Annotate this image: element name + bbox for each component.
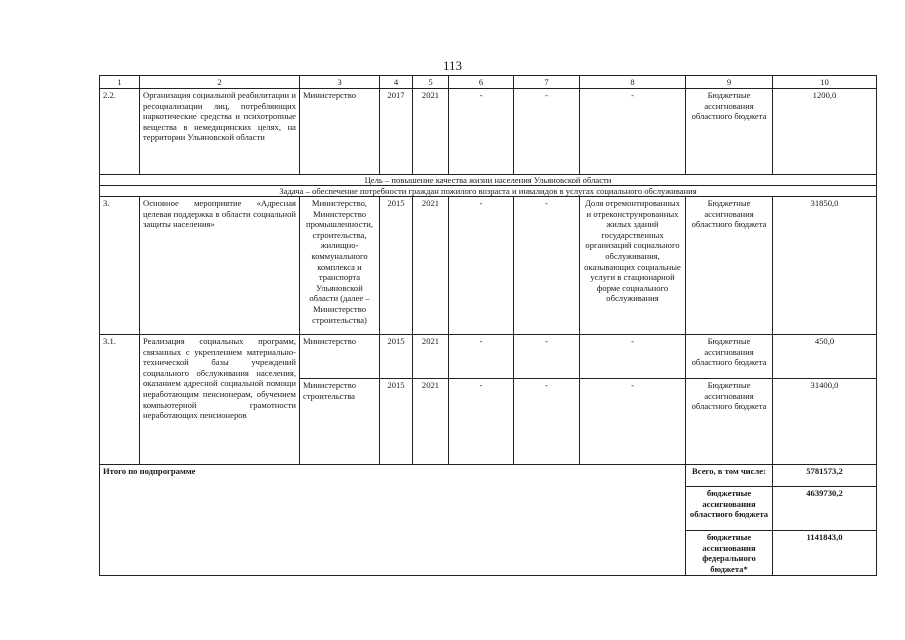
start-year: 2017 [380,89,413,175]
total-amount: 4639730,2 [773,487,877,531]
executor: Министерство [300,335,380,379]
total-row-all [100,465,877,487]
end-year: 2021 [413,379,449,465]
col-num-3: 3 [300,76,380,89]
total-source: бюджетные ассигнования областного бюджета [686,487,773,531]
indicator: - [580,89,686,175]
task-row [100,186,877,197]
start-year: 2015 [380,379,413,465]
funding-source: Бюджетные ассигнования областного бюджета [686,89,773,175]
executor: Министерство, Министерство промышленности, строительства, жилищно-коммунального комплекса и транспорта Ульяновской области (далее – Министерство строительства) [300,197,380,335]
total-amount: 5781573,2 [773,465,877,487]
goal-row [100,175,877,186]
row-number: 3. [100,197,140,335]
funding-source: Бюджетные ассигнования областного бюджета [686,197,773,335]
indicator: - [580,335,686,379]
total-amount: 1141843,0 [773,531,877,576]
col6-value: - [449,197,514,335]
col6-value: - [449,335,514,379]
total-source: Всего, в том числе: [686,465,773,487]
program-table [99,75,877,576]
col-num-8: 8 [580,76,686,89]
end-year: 2021 [413,335,449,379]
table-row-3-1a [100,335,877,379]
col-num-2: 2 [140,76,300,89]
total-source: бюджетные ассигнования федерального бюджета* [686,531,773,576]
funding-amount: 31400,0 [773,379,877,465]
executor: Министерство [300,89,380,175]
end-year: 2021 [413,197,449,335]
col7-value: - [514,335,580,379]
activity-name: Организация социальной реабилитации и ресоциализации лиц, потребляющих наркотические средства и психотропные вещества в немедицинских целях, на территории Ульяновской области [140,89,300,175]
executor: Министерство строительства [300,379,380,465]
funding-source: Бюджетные ассигнования областного бюджета [686,379,773,465]
start-year: 2015 [380,197,413,335]
activity-name: Реализация социальных программ, связанных с укреплением материально-технической базы учреждений социального обслуживания населения, оказанием адресной социальной помощи неработающим пенсионерам, обучением компьютерной грамотности неработающих пенсионеров [140,335,300,465]
col-num-10: 10 [773,76,877,89]
funding-amount: 31850,0 [773,197,877,335]
col-num-5: 5 [413,76,449,89]
table-row-2-2 [100,89,877,175]
col-num-6: 6 [449,76,514,89]
col6-value: - [449,379,514,465]
col-num-4: 4 [380,76,413,89]
col-num-7: 7 [514,76,580,89]
activity-name: Основное мероприятие «Адресная целевая поддержка в области социальной защиты населения» [140,197,300,335]
col-num-9: 9 [686,76,773,89]
col7-value: - [514,197,580,335]
indicator: - [580,379,686,465]
column-number-row [100,76,877,89]
indicator: Доля отремонтированных и отреконструированных жилых зданий государственных организаций социального обслуживания, оказывающих социальные услуги в стационарной форме социального обслуживания [580,197,686,335]
col7-value: - [514,379,580,465]
funding-source: Бюджетные ассигнования областного бюджета [686,335,773,379]
total-label: Итого по подпрограмме [100,465,686,576]
table-row-3 [100,197,877,335]
col7-value: - [514,89,580,175]
funding-amount: 1200,0 [773,89,877,175]
funding-amount: 450,0 [773,335,877,379]
col6-value: - [449,89,514,175]
goal-text: Цель – повышение качества жизни населения Ульяновской области [100,175,877,186]
task-text: Задача – обеспечение потребности граждан пожилого возраста и инвалидов в услугах социального обслуживания [100,186,877,197]
col-num-1: 1 [100,76,140,89]
start-year: 2015 [380,335,413,379]
row-number: 3.1. [100,335,140,465]
row-number: 2.2. [100,89,140,175]
page-number: 113 [442,58,463,73]
end-year: 2021 [413,89,449,175]
